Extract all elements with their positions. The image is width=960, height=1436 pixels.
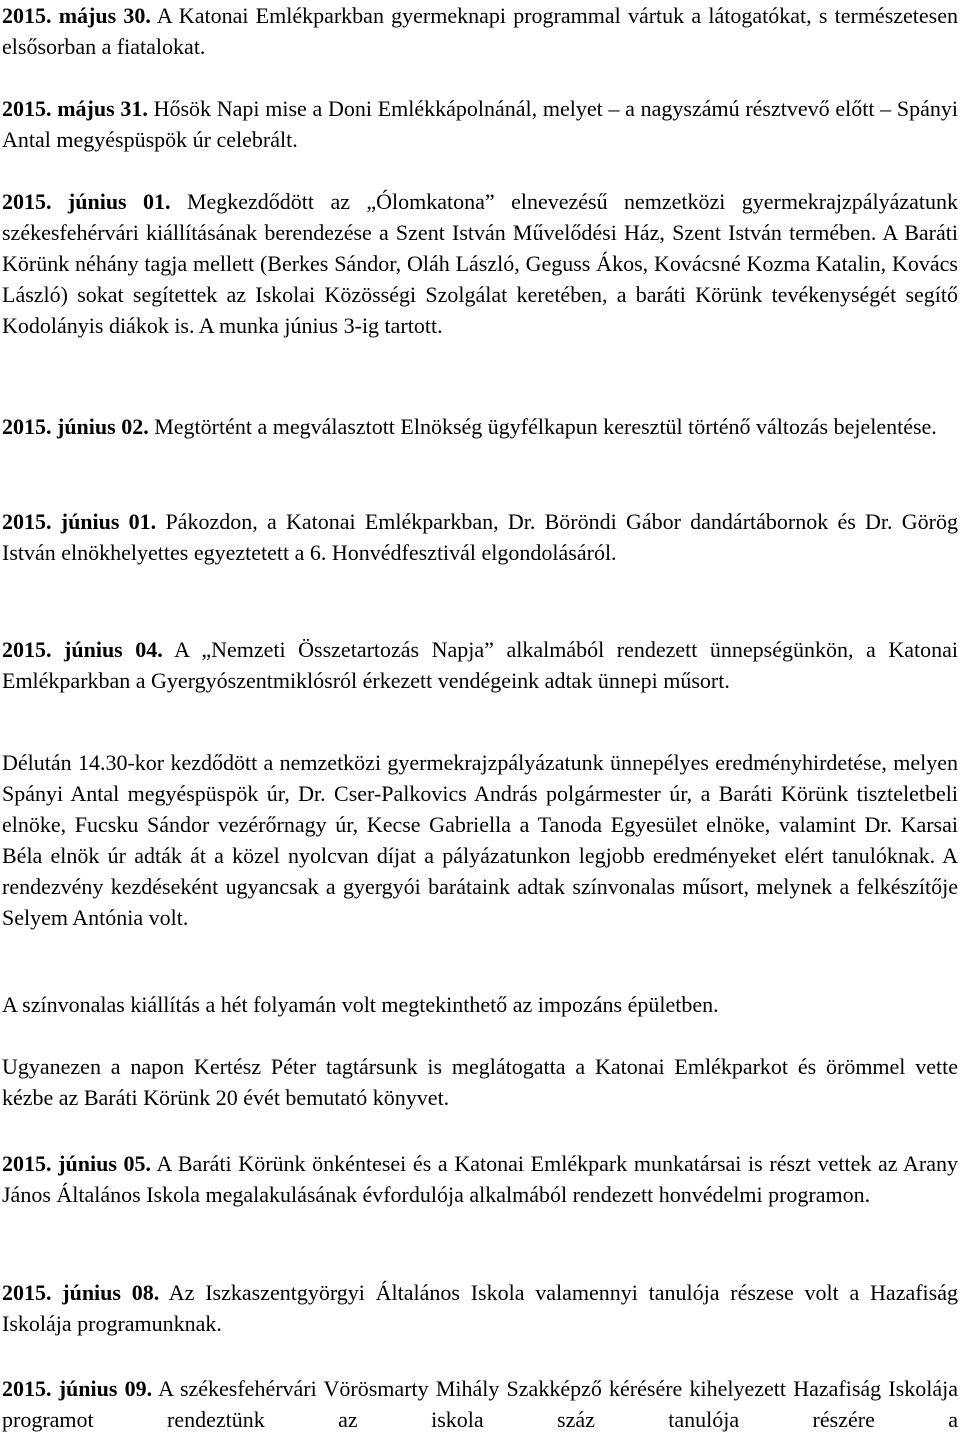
entry-2015-06-08 [2,1277,958,1339]
entry-2015-06-04 [2,634,958,696]
entry-kiallitas-het [2,989,958,1020]
entry-text: Hősök Napi mise a Doni Emlékkápolnánál, melyet – a nagyszámú résztvevő előtt – Spányi Antal megyéspüspök úr celebrált. [2,96,958,152]
entry-2015-06-05 [2,1148,958,1210]
entry-date: 2015. június 01. [2,189,171,214]
entry-date: 2015. június 09. [2,1376,153,1401]
entry-delutan [2,747,958,933]
entry-2015-05-31 [2,93,958,155]
entry-text: Megtörtént a megválasztott Elnökség ügyfélkapun keresztül történő változás bejelentése. [154,414,937,439]
entry-2015-06-01-kiallitas [2,186,958,341]
entry-2015-06-01-pakozd [2,506,958,568]
entry-date: 2015. június 01. [2,509,157,534]
entry-2015-05-30 [2,0,958,62]
entry-text: A „Nemzeti Összetartozás Napja” alkalmából rendezett ünnepségünkön, a Katonai Emlékparkban a Gyergyószentmiklósról érkezett vendégeink adtak ünnepi műsort. [2,637,958,693]
entry-2015-06-02 [2,411,958,442]
entry-date: 2015. június 05. [2,1151,152,1176]
entry-date: 2015. június 02. [2,414,149,439]
entry-date: 2015. június 08. [2,1280,160,1305]
entry-text: A székesfehérvári Vörösmarty Mihály Szakképző kérésére kihelyezett Hazafiság Iskolája programot rendeztünk az iskola száz tanulója részére a [2,1376,958,1432]
entry-text: Délután 14.30-kor kezdődött a nemzetközi gyermekrajzpályázatunk ünnepélyes eredményhirdetése, melyen Spányi Antal megyéspüspök úr, Dr. Cser-Palkovics András polgármester úr, a Baráti Körünk tiszteletbeli elnöke, Fucsku Sándor vezérőrnagy úr, Kecse Gabriella a Tanoda Egyesület elnöke, valamint Dr. Karsai Béla elnök úr adták át a közel nyolcvan díjat a pályázatunkon legjobb eredményeket elért tanulóknak. A rendezvény kezdéseként ugyancsak a gyergyói barátaink adtak színvonalas műsort, melynek a felkészítője Selyem Antónia volt. [2,750,958,930]
entry-2015-06-09 [2,1373,958,1435]
entry-kertesz-peter [2,1051,958,1113]
entry-text: A Baráti Körünk önkéntesei és a Katonai Emlékpark munkatársai is részt vettek az Arany János Általános Iskola megalakulásának évfordulója alkalmából rendezett honvédelmi programon. [2,1151,958,1207]
entry-date: 2015. június 04. [2,637,163,662]
entry-text: Ugyanezen a napon Kertész Péter tagtársunk is meglátogatta a Katonai Emlékparkot és örömmel vette kézbe az Baráti Körünk 20 évét bemutató könyvet. [2,1054,958,1110]
entry-text: A színvonalas kiállítás a hét folyamán volt megtekinthető az impozáns épületben. [2,992,719,1017]
entry-text: Pákozdon, a Katonai Emlékparkban, Dr. Böröndi Gábor dandártábornok és Dr. Görög István elnökhelyettes egyeztetett a 6. Honvédfesztivál elgondolásáról. [2,509,958,565]
entry-text: Megkezdődött az „Ólomkatona” elnevezésű nemzetközi gyermekrajzpályázatunk székesfehérvári kiállításának berendezése a Szent István Művelődési Ház, Szent István termében. A Baráti Körünk néhány tagja mellett (Berkes Sándor, Oláh László, Geguss Ákos, Kovácsné Kozma Katalin, Kovács László) sokat segítettek az Iskolai Közösségi Szolgálat keretében, a baráti Körünk tevékenységét segítő Kodolányis diákok is. A munka június 3-ig tartott. [2,189,958,338]
entry-date: 2015. május 30. [2,3,151,28]
entry-date: 2015. május 31. [2,96,148,121]
entry-text: A Katonai Emlékparkban gyermeknapi programmal vártuk a látogatókat, s természetesen elsősorban a fiatalokat. [2,3,958,59]
entry-text: Az Iszkaszentgyörgyi Általános Iskola valamennyi tanulója részese volt a Hazafiság Iskolája programunknak. [2,1280,958,1336]
